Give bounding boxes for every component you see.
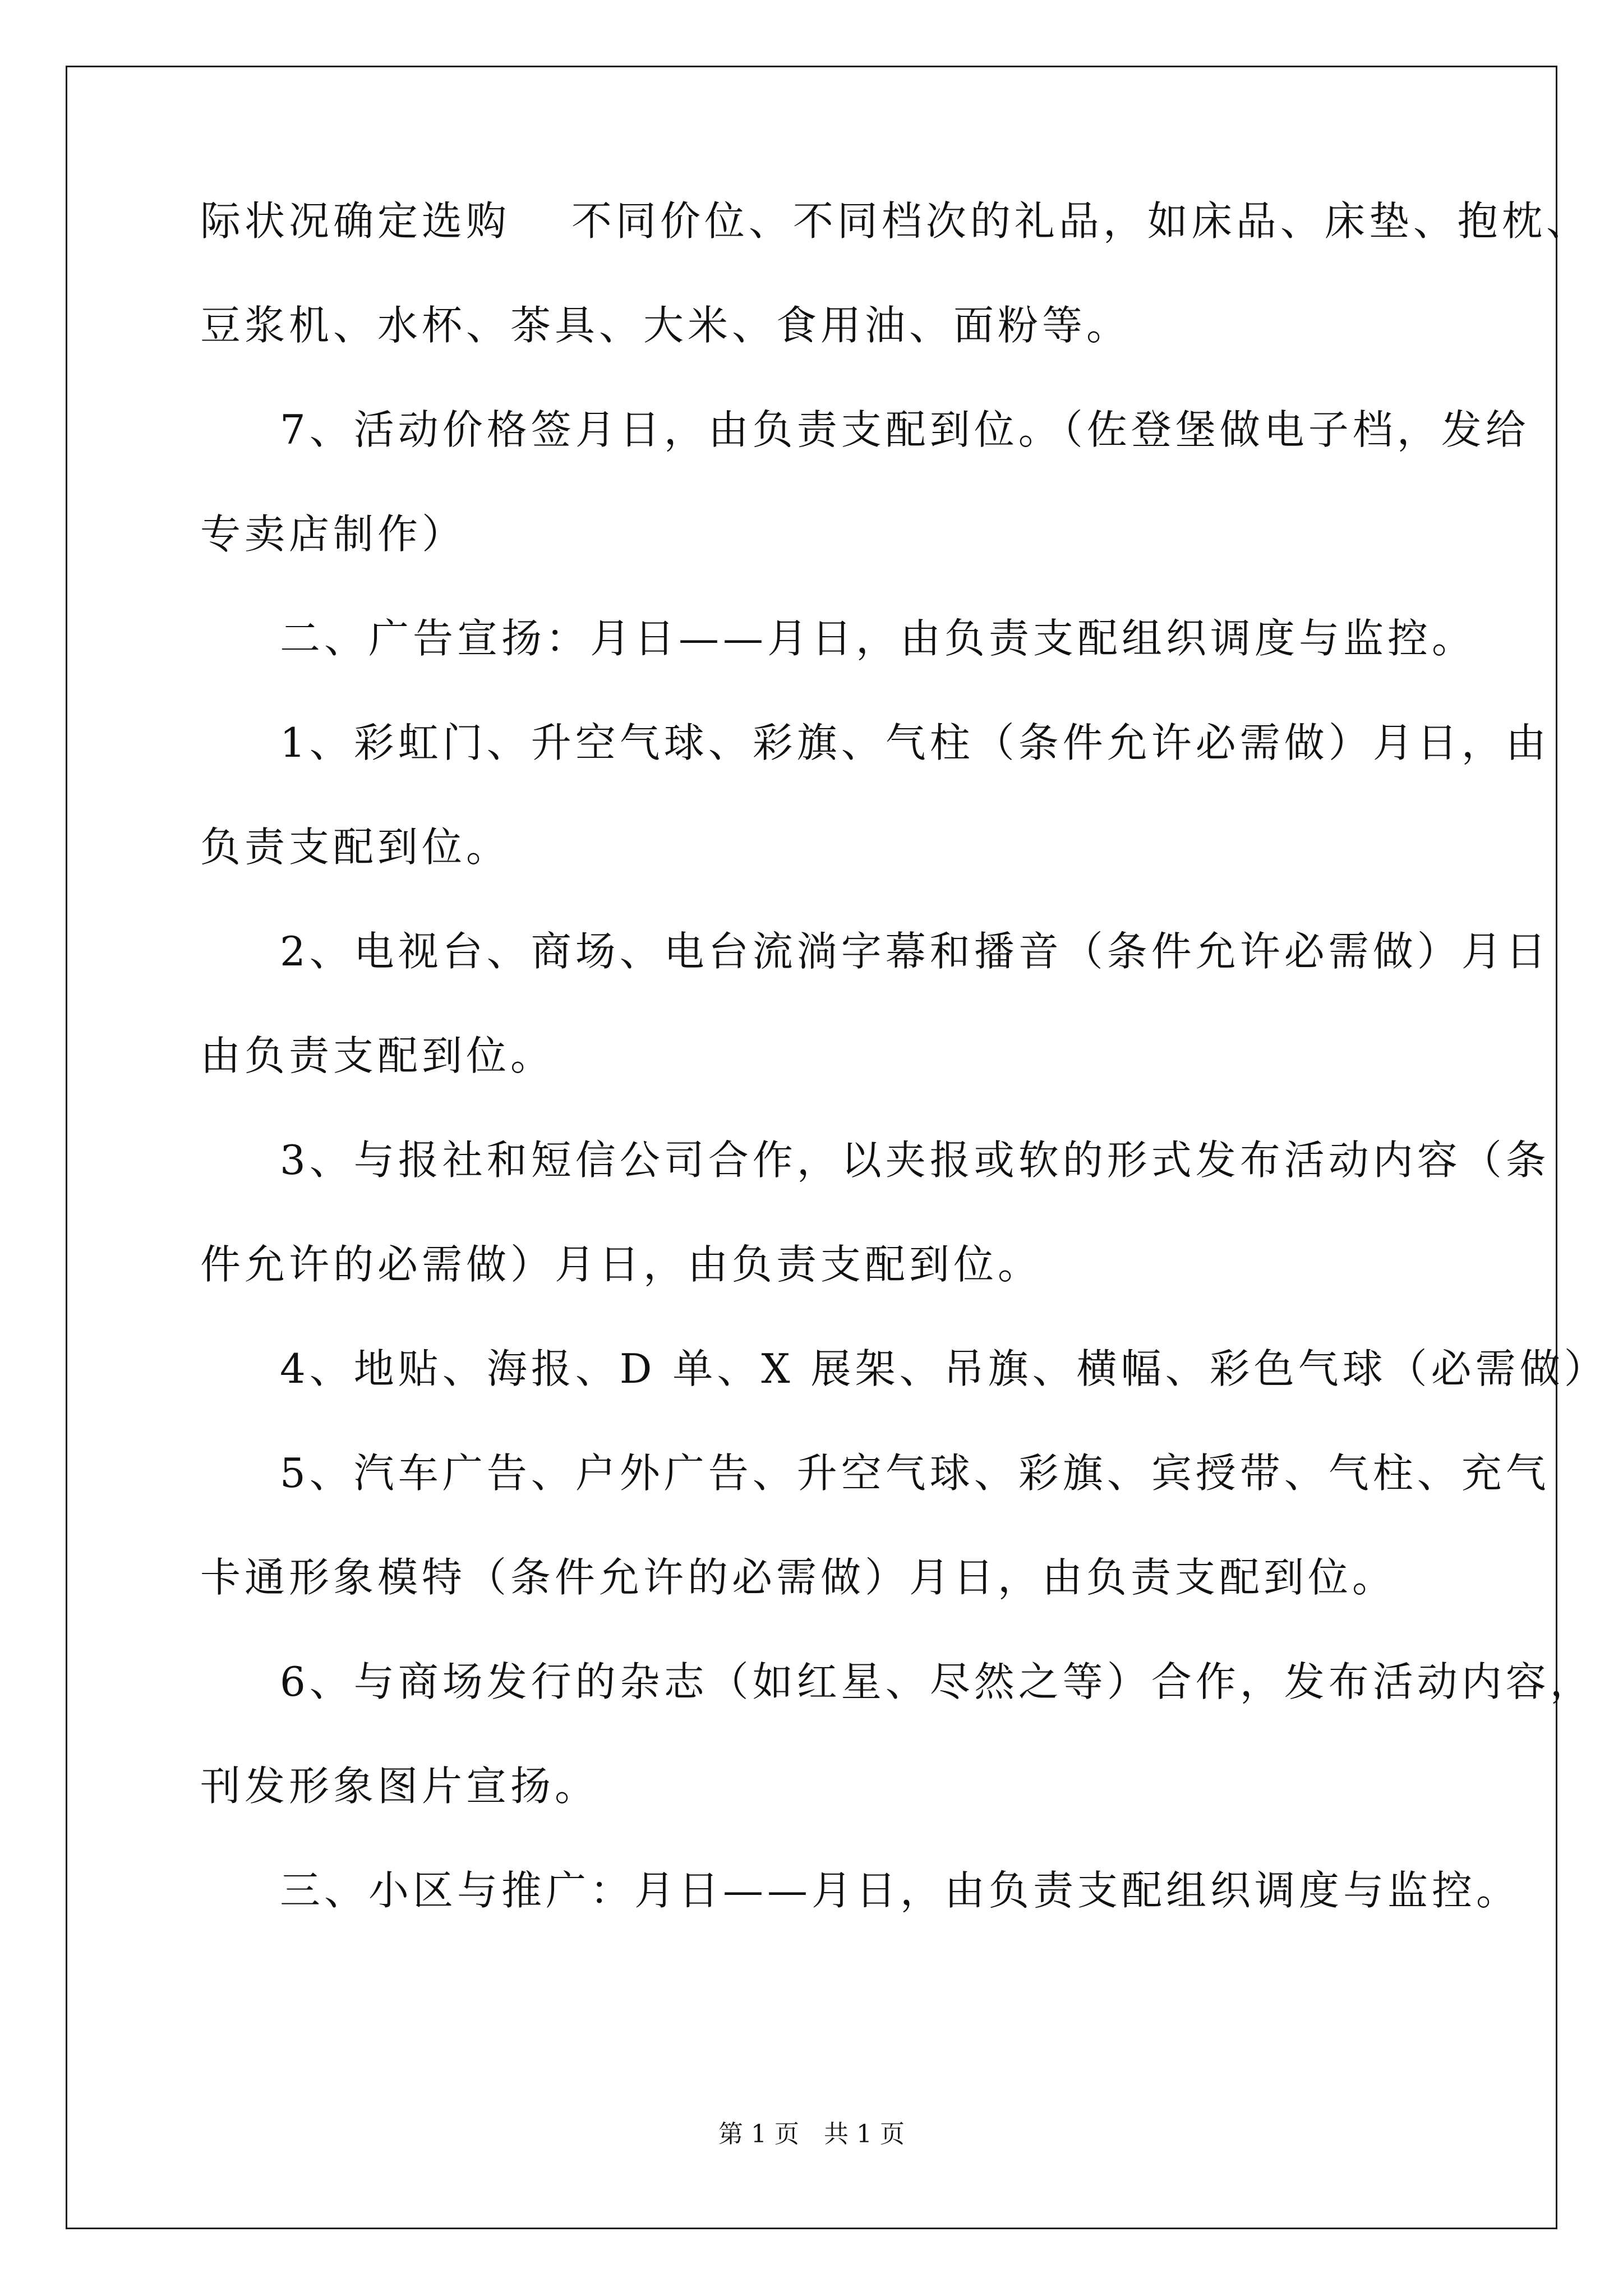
- body-line-13: 5、汽车广告、户外广告、升空气球、彩旗、宾授带、气柱、充气: [280, 1450, 1550, 1497]
- body-line-16: 刊发形象图片宣扬。: [200, 1763, 600, 1810]
- body-line-7: 负责支配到位。: [200, 823, 511, 871]
- body-line-9: 由负责支配到位。: [200, 1032, 555, 1079]
- body-line-10: 3、与报社和短信公司合作，以夹报或软的形式发布活动内容（条: [280, 1137, 1550, 1184]
- body-line-8: 2、电视台、商场、电台流淌字幕和播音（条件允许必需做）月日: [280, 928, 1550, 975]
- body-line-11: 件允许的必需做）月日，由负责支配到位。: [200, 1241, 1043, 1288]
- body-line-4: 专卖店制作）: [200, 510, 467, 558]
- body-line-6: 1、彩虹门、升空气球、彩旗、气柱（条件允许必需做）月日，由: [280, 719, 1550, 766]
- body-line-14: 卡通形象模特（条件允许的必需做）月日，由负责支配到位。: [200, 1554, 1397, 1601]
- section-heading-2: 二、广告宣扬：月日——月日，由负责支配组织调度与监控。: [280, 615, 1477, 662]
- body-line-1: 际状况确定选购 不同价位、不同档次的礼品，如床品、床垫、抱枕、: [200, 197, 1590, 245]
- body-line-15: 6、与商场发行的杂志（如红星、尽然之等）合作，发布活动内容，: [280, 1658, 1594, 1705]
- page-footer: 第 1 页 共 1 页: [718, 2120, 905, 2148]
- body-line-12: 4、地贴、海报、D 单、X 展架、吊旗、横幅、彩色气球（必需做）: [280, 1345, 1608, 1392]
- section-heading-3: 三、小区与推广：月日——月日，由负责支配组织调度与监控。: [280, 1867, 1521, 1914]
- body-line-3: 7、活动价格签月日，由负责支配到位。（佐登堡做电子档，发给: [280, 406, 1530, 453]
- body-line-2: 豆浆机、水杯、茶具、大米、食用油、面粉等。: [200, 302, 1131, 349]
